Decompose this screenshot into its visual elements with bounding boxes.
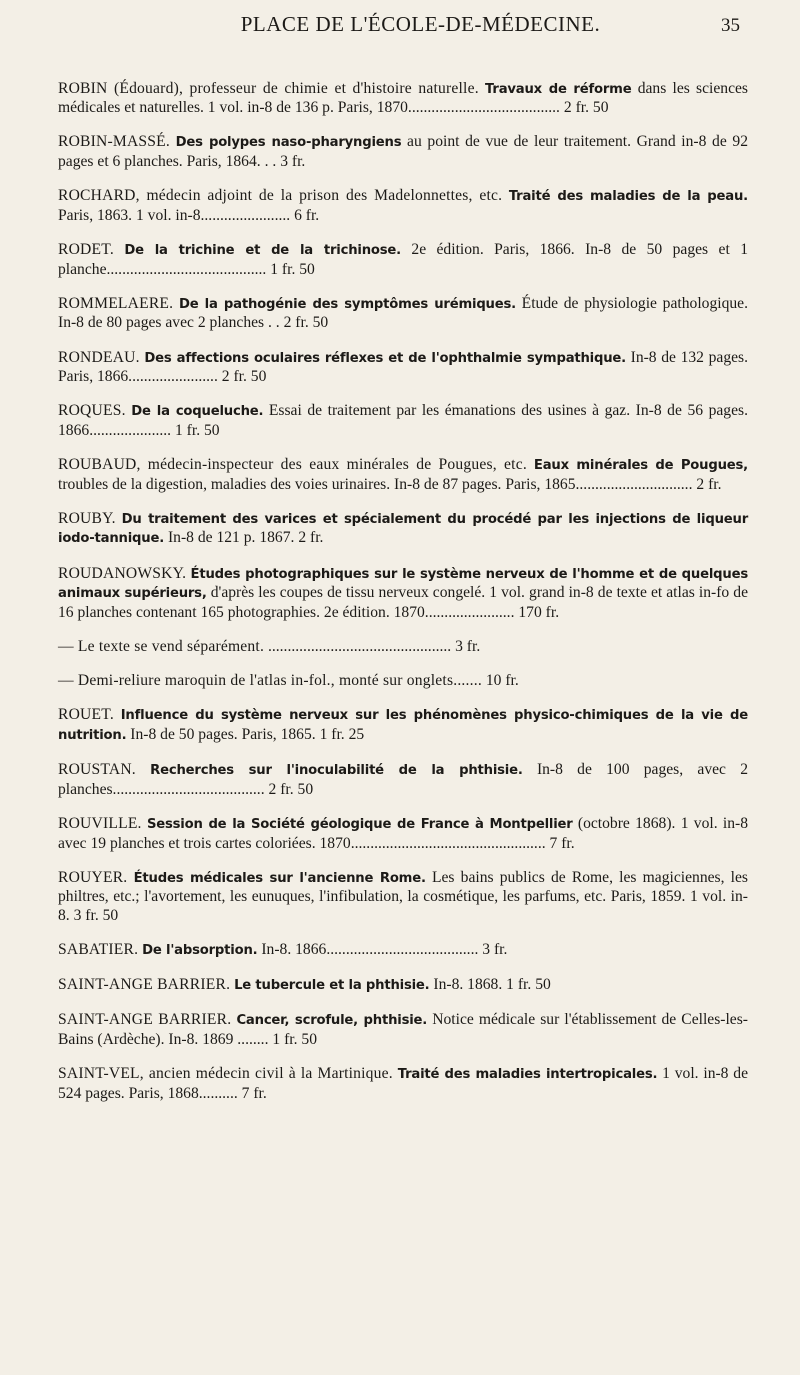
entry-author: ROUSTAN. (58, 761, 136, 779)
catalog-entry (58, 815, 748, 853)
entry-title: De la trichine et de la trichinose. (124, 242, 401, 258)
entry-details: au point de vue de leur traitement. Grand in-8 de 92 pages et 6 planches. Paris, 1864. . . (58, 133, 748, 170)
entry-author: ROUYER. (58, 868, 128, 886)
catalog-entry (58, 672, 748, 691)
catalog-entry (58, 1011, 748, 1049)
entry-author: ROBIN (Édouard), professeur de chimie et d'histoire naturelle. (58, 79, 479, 97)
entry-details: Notice médicale sur l'établissement de Celles-les-Bains (Ardèche). In-8. 1869 ........ (58, 1011, 748, 1049)
entry-title: Eaux minérales de Pougues, (533, 458, 748, 474)
entry-details: In-8 de 100 pages, avec 2 planches....................................... (58, 761, 748, 798)
page-header (60, 12, 740, 37)
entry-details: Les bains publics de Rome, les magiciennes, les philtres, etc.; l'avortement, les eunuques, l'infibulation, la cosmétique, les parfums, etc. Paris, 1859. 1 vol. in-8. (58, 868, 748, 924)
entry-price: 2 fr. 50 (283, 314, 329, 332)
entry-price: 1 fr. 50 (174, 421, 220, 439)
catalog-entry (58, 349, 748, 387)
entry-details: ............................................... (267, 638, 452, 655)
entry-author: ROQUES. (58, 402, 126, 420)
entry-details: In-8. 1866....................................... (261, 941, 479, 959)
entry-price: 3 fr. 50 (73, 906, 119, 924)
entry-price: 3 fr. (455, 638, 481, 655)
catalog-entry (58, 565, 748, 623)
catalog-entry (58, 761, 748, 799)
catalog-entries (58, 64, 748, 1108)
entry-title: De la coqueluche. (131, 404, 264, 420)
entry-title: Des polypes naso-pharyngiens (175, 135, 402, 151)
catalog-entry (58, 80, 748, 118)
entry-price: 1 fr. 25 (319, 725, 365, 743)
entry-title: Traité des maladies de la peau. (508, 189, 748, 205)
entry-details: Étude de physiologie pathologique. In-8 de 80 pages avec 2 planches . . (58, 294, 748, 332)
entry-author: SAINT-ANGE BARRIER. (58, 1011, 232, 1029)
catalog-entry (58, 1065, 748, 1103)
entry-author: ROUBY. (58, 509, 116, 527)
entry-details: d'après les coupes de tissu nerveux congelé. 1 vol. grand in-8 de texte et atlas in-fo de 16 planches contenant 165 photographies. 2e édition. 1870....................... (58, 584, 749, 621)
catalog-entry (58, 187, 748, 225)
entry-title: Influence du système nerveux sur les phénomènes physico-chimiques de la vie de nutrition. (58, 708, 748, 743)
entry-title: Le tubercule et la phthisie. (234, 978, 430, 994)
entry-author: ROCHARD, médecin adjoint de la prison des Madelonnettes, etc. (58, 187, 503, 205)
entry-title: Travaux de réforme (485, 81, 632, 97)
entry-author: SAINT-VEL, ancien médecin civil à la Martinique. (58, 1065, 393, 1083)
entry-title: Études photographiques sur le système nerveux de l'homme et de quelques animaux supérieurs, (58, 566, 748, 602)
catalog-entry (58, 638, 748, 657)
entry-price: 2 fr. 50 (268, 780, 314, 798)
entry-price: 2 fr. 50 (563, 99, 609, 117)
entry-price: 170 fr. (518, 603, 560, 621)
entry-title: Cancer, scrofule, phthisie. (236, 1013, 428, 1029)
entry-price: 2 fr. 50 (221, 368, 267, 386)
entry-details: dans les sciences médicales et naturelles. 1 vol. in-8 de 136 p. Paris, 1870....................................... (58, 79, 749, 117)
entry-price: 10 fr. (485, 672, 519, 690)
entry-price: 2 fr. (696, 475, 722, 493)
entry-author: ROMMELAERE. (58, 294, 174, 312)
entry-author: ROUET. (58, 706, 114, 724)
catalog-entry (58, 706, 748, 745)
entry-author: — Le texte se vend séparément. (58, 638, 265, 655)
catalog-entry (58, 241, 748, 279)
entry-details: 1 vol. in-8 de 524 pages. Paris, 1868.......... (58, 1065, 748, 1102)
entry-author: ROUDANOWSKY. (58, 564, 187, 582)
catalog-entry (58, 402, 748, 440)
entry-author: RONDEAU. (58, 348, 140, 366)
catalog-entry (58, 976, 748, 996)
entry-details: troubles de la digestion, maladies des voies urinaires. In-8 de 87 pages. Paris, 1865.............................. (58, 475, 693, 493)
entry-price: 1 fr. 50 (506, 976, 551, 994)
catalog-entry (58, 941, 748, 961)
running-title: PLACE DE L'ÉCOLE-DE-MÉDECINE. (240, 12, 601, 36)
entry-author: ROUBAUD, médecin-inspecteur des eaux minérales de Pougues, etc. (58, 456, 527, 474)
entry-title: Des affections oculaires réflexes et de l'ophthalmie sympathique. (144, 350, 626, 366)
entry-title: Session de la Société géologique de France à Montpellier (146, 816, 573, 832)
catalog-entry (58, 869, 748, 926)
entry-price: 7 fr. (549, 834, 575, 852)
catalog-entry (58, 510, 748, 549)
entry-price: 2 fr. (298, 529, 324, 547)
entry-price: 1 fr. 50 (272, 1031, 317, 1049)
entry-title: De l'absorption. (142, 943, 258, 959)
entry-details: 2e édition. Paris, 1866. In-8 de 50 pages et 1 planche......................................... (58, 240, 748, 278)
entry-price: 3 fr. (280, 152, 306, 170)
entry-title: Du traitement des varices et spécialement du procédé par les injections de liqueur iodo-tannique. (58, 511, 748, 547)
entry-details: In-8 de 50 pages. Paris, 1865. (130, 725, 316, 743)
catalog-entry (58, 456, 748, 494)
catalog-entry (58, 295, 748, 333)
entry-author: ROUVILLE. (58, 814, 142, 832)
entry-details: In-8 de 121 p. 1867. (167, 529, 295, 547)
entry-title: Études médicales sur l'ancienne Rome. (133, 870, 426, 886)
entry-details: (octobre 1868). 1 vol. in-8 avec 19 planches et trois cartes coloriées. 1870.................................................. (58, 814, 748, 852)
catalog-entry (58, 133, 748, 171)
entry-details: Essai de traitement par les émanations des usines à gaz. In-8 de 56 pages. 1866..................... (58, 402, 748, 439)
entry-author: SAINT-ANGE BARRIER. (58, 976, 231, 994)
entry-details: Paris, 1863. 1 vol. in-8....................... (58, 206, 291, 224)
entry-title: De la pathogénie des symptômes urémiques. (178, 296, 516, 312)
entry-author: ROBIN-MASSÉ. (58, 133, 171, 151)
entry-author: — Demi-reliure maroquin de l'atlas in-fol., monté sur onglets....... (58, 672, 482, 690)
entry-details: In-8 de 132 pages. Paris, 1866....................... (58, 348, 748, 386)
entry-author: SABATIER. (58, 941, 139, 959)
entry-price: 1 fr. 50 (270, 260, 315, 278)
entry-author: RODET. (58, 240, 114, 258)
entry-title: Recherches sur l'inoculabilité de la phthisie. (150, 763, 523, 779)
entry-details: In-8. 1868. (433, 976, 503, 994)
entry-title: Traité des maladies intertropicales. (397, 1067, 658, 1083)
page-number: 35 (721, 15, 740, 36)
entry-price: 7 fr. (241, 1084, 267, 1102)
entry-price: 6 fr. (294, 206, 320, 224)
entry-price: 3 fr. (482, 941, 508, 959)
